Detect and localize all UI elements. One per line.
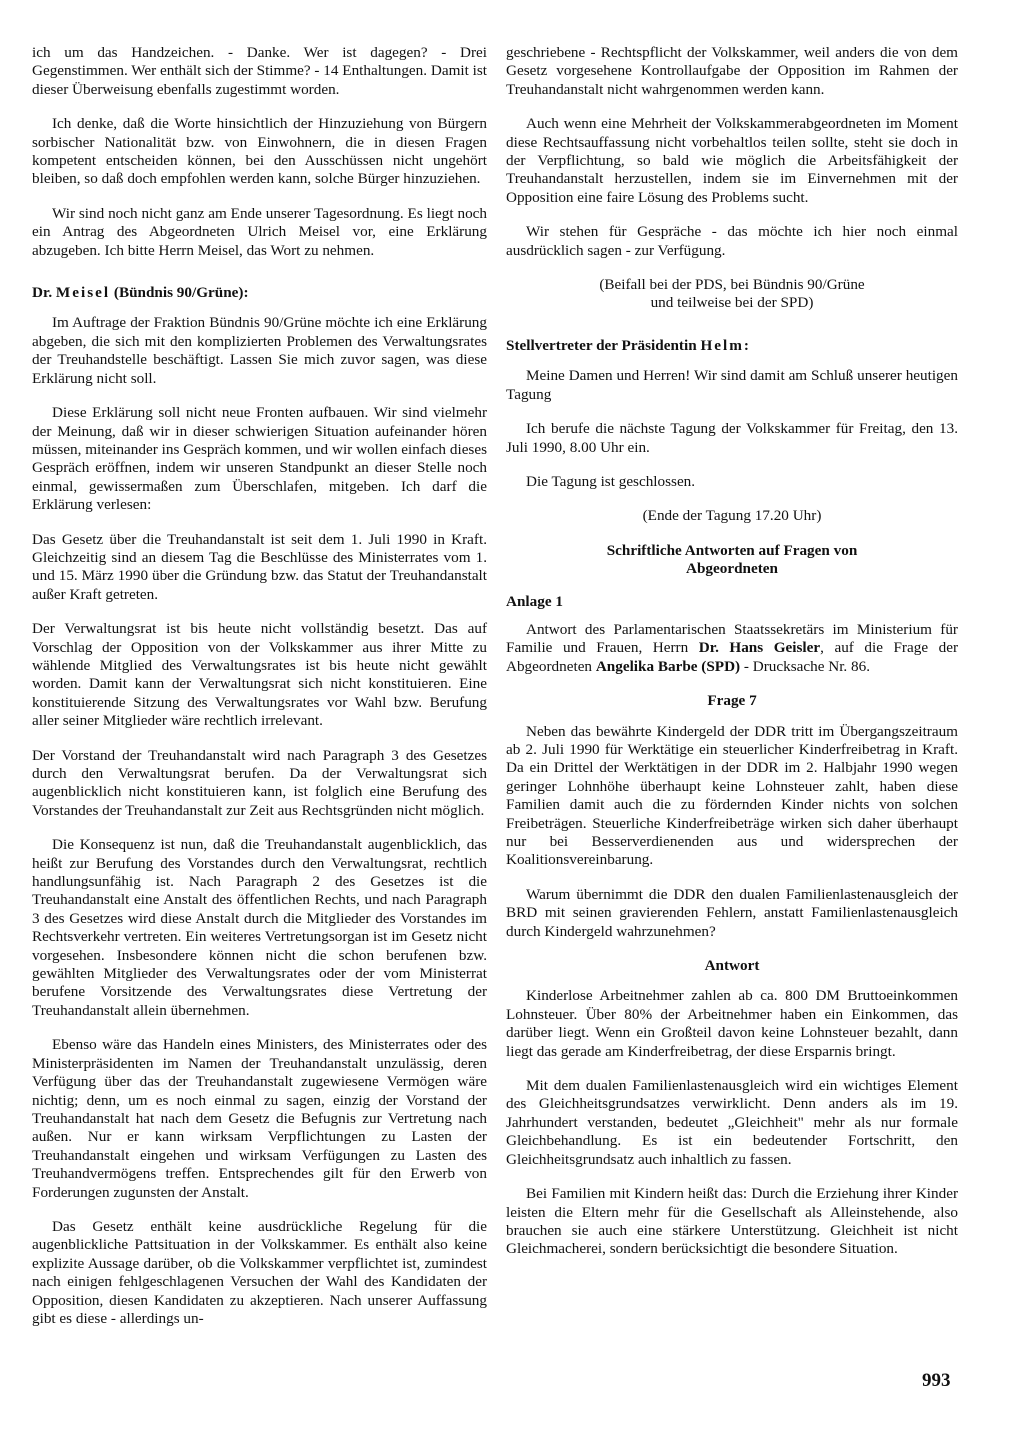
intro-text: Antwort des Parlamentarischen Staatssekretärs im Ministerium für Familie und Frauen, Herrn [506,620,958,657]
applause-line: (Beifall bei der PDS, bei Bündnis 90/Grüne [599,276,865,294]
paragraph: Ich denke, daß die Worte hinsichtlich der Hinzuziehung von Bürgern sorbischer Nationalität bzw. von Einwohnern, die in diesen Fragen kompetent entscheiden können, bei den Ausschüssen nicht ungehört bleiben, so daß doch empfohlen werden kann, solche Bürger hinzuziehen. [32,115,487,188]
paragraph: Bei Familien mit Kindern heißt das: Durch die Erziehung ihrer Kinder leisten die Eltern mehr für die Gesellschaft als Alleinstehende, also brauchen sie auch eine stärkere Unterstützung. Gleichheit ist nicht Gleichmacherei, sondern berücksichtigt die besondere Situation. [506,1185,958,1258]
section-title-line: Schriftliche Antworten auf Fragen von [606,541,858,559]
paragraph: Das Gesetz enthält keine ausdrückliche Regelung für die augenblickliche Pattsituation in der Volkskammer. Es enthält also keine explizite Aussage darüber, ob die Volkskammer verpflichtet ist, zumindest nach einigen fehlgeschlagenen Versuchen der Wahl des Kandidaten der Opposition, diesen Kandidaten zu akzeptieren. Nach unserer Auffassung gibt es diese - allerdings un- [32,1217,487,1327]
paragraph: Der Verwaltungsrat ist bis heute nicht vollständig besetzt. Das auf Vorschlag der Opposition von der Volkskammer aus ihrer Mitte zu wählende Mitglied des Verwaltungsrates ist bis heute nicht gewählt worden. Damit kann der Verwaltungsrat sich nicht konstituieren. Eine konstituierende Sitzung des Verwaltungsrates vor Wahl bzw. Berufung aller seiner Mitglieder wäre rechtlich irrelevant. [32,620,487,730]
paragraph: Kinderlose Arbeitnehmer zahlen ab ca. 800 DM Bruttoeinkommen Lohnsteuer. Über 80% der Arbeitnehmer haben ein Einkommen, das darüber liegt. Wenn ein Großteil davon keine Lohnsteuer bezahlt, dann liegt das gerade am Kinderfreibetrag, der diese Ersparnis bringt. [506,987,958,1060]
paragraph: Ebenso wäre das Handeln eines Ministers, des Ministerrates oder des Ministerpräsidenten im Namen der Treuhandanstalt unzulässig, deren Verfügung über das der Treuhandanstalt zugewiesene Vermögen wäre nichtig; denn, um es noch einmal zu sagen, einzig der Vorstand der Treuhandanstalt hat nach dem Gesetz die Befugnis zur Vertretung nach außen. Nur er kann wirksam Verpflichtungen zu Lasten der Treuhandanstalt eingehen und wirksam Verfügungen zu Lasten des Treuhandvermögens treffen. Entsprechendes gilt für den Erwerb von Forderungen zugunsten der Anstalt. [32,1036,487,1201]
speaker-prefix: Stellvertreter der Präsidentin [506,336,701,354]
paragraph: Wir sind noch nicht ganz am Ende unserer Tagesordnung. Es liegt noch ein Antrag des Abgeordneten Ulrich Meisel vor, eine Erklärung abzugeben. Ich bitte Herrn Meisel, das Wort zu nehmen. [32,204,487,259]
speaker-suffix: : [743,336,749,354]
paragraph: Im Auftrage der Fraktion Bündnis 90/Grüne möchte ich eine Erklärung abgeben, die sich mit den komplizierten Problemen des Verwaltungsrates der Treuhandstelle beschäftigt. Lassen Sie mich zuvor sagen, was diese Erklärung nicht soll. [32,314,487,387]
section-title-line: Abgeordneten [686,560,778,578]
official-name: Dr. Hans Geisler [698,639,821,657]
speaker-name: Meisel [55,284,111,302]
paragraph: Der Vorstand der Treuhandanstalt wird nach Paragraph 3 des Gesetzes durch den Verwaltungsrat berufen. Da der Verwaltungsrat sich augenblicklich nicht konstituieren kann, ist folglich eine Berufung des Vorstandes der Treuhandanstalt zur Zeit aus Rechtsgründen nicht möglich. [32,746,487,819]
answer-heading: Antwort [704,957,760,975]
page-number: 993 [922,1370,951,1391]
paragraph: Mit dem dualen Familienlastenausgleich wird ein wichtiges Element des Gleichheitsgrundsatzes verwirklicht. Denn anders als im 19. Jahrhundert verstanden, bedeutet „Gleichheit" mehr als nur formale Gleichbehandlung. Es ist ein bedeutender Fortschritt, den Gleichheitsgrundsatz auch inhaltlich zu fassen. [506,1077,958,1168]
paragraph: Diese Erklärung soll nicht neue Fronten aufbauen. Wir sind vielmehr der Meinung, daß wir in dieser schwierigen Situation aufeinander hören müssen, miteinander ins Gespräch kommen, und wir wollen einfach dieses Gespräch eröffnen, indem wir unseren Standpunkt an dieser Stelle noch einmal, gewissermaßen zum Überschlafen, mitgeben. Ich darf die Erklärung verlesen: [32,404,487,514]
intro-text: - Drucksache Nr. 86. [740,657,871,675]
deputy-name: Angelika Barbe (SPD) [595,657,741,675]
paragraph: Wir stehen für Gespräche - das möchte ich hier noch einmal ausdrücklich sagen - zur Verfügung. [506,223,958,259]
annex-heading: Anlage 1 [506,592,563,610]
applause-line: und teilweise bei der SPD) [650,294,814,312]
speaker-heading-helm [506,337,958,355]
question-heading: Frage 7 [707,692,757,710]
paragraph: Ich berufe die nächste Tagung der Volkskammer für Freitag, den 13. Juli 1990, 8.00 Uhr ein. [506,420,958,456]
speaker-prefix: Dr. [32,284,56,302]
speaker-name: Helm [700,336,744,354]
session-end-note: (Ende der Tagung 17.20 Uhr) [642,507,822,525]
speaker-heading-meisel [32,284,487,302]
paragraph: ich um das Handzeichen. - Danke. Wer ist dagegen? - Drei Gegenstimmen. Wer enthält sich der Stimme? - 14 Enthaltungen. Damit ist dieser Überweisung ebenfalls zugestimmt worden. [32,44,487,98]
paragraph: geschriebene - Rechtspflicht der Volkskammer, weil anders die von dem Gesetz vorgesehene Kontrollaufgabe der Opposition im Rahmen der Treuhandanstalt nicht wahrgenommen werden kann. [506,44,958,98]
applause-note [506,276,958,313]
speaker-party: (Bündnis 90/Grüne): [110,284,249,302]
paragraph: Auch wenn eine Mehrheit der Volkskammerabgeordneten im Moment diese Rechtsauffassung nicht vorbehaltlos teilen sollte, steht sie doch in der Verpflichtung, so bald wie möglich die Arbeitsfähigkeit der Treuhandanstalt herzustellen, indem sie im Einvernehmen mit der Opposition eine faire Lösung des Problems sucht. [506,115,958,206]
section-title [506,542,958,579]
paragraph: Meine Damen und Herren! Wir sind damit am Schluß unserer heutigen Tagung [506,367,958,403]
paragraph: Warum übernimmt die DDR den dualen Familienlastenausgleich der BRD mit seinen gravierenden Fehlern, anstatt Familienlastenausgleich durch Kindergeld wahrzunehmen? [506,885,958,940]
intro-text: , auf die Frage der Abgeordneten [506,639,958,675]
paragraph: Neben das bewährte Kindergeld der DDR tritt im Übergangszeitraum ab 2. Juli 1990 für Werktätige ein steuerlicher Kinderfreibetrag in Kraft. Da ein Drittel der Werktätigen in der DDR im 2. Halbjahr 1990 wegen geringer Lohnhöhe überhaupt keine Lohnsteuer zahlt, haben diese Familien damit auch die zu fördernden Kinder nichts von solchen Freibeträgen. Steuerliche Kinderfreibeträge wirken sich daher überhaupt nur bei Besserverdienenden aus und widersprechen der Koalitionsvereinbarung. [506,722,958,869]
paragraph: Die Tagung ist geschlossen. [526,472,696,490]
paragraph: Die Konsequenz ist nun, daß die Treuhandanstalt augenblicklich, das heißt zur Berufung des Vorstandes durch den Verwaltungsrat, rechtlich handlungsunfähig ist. Nach Paragraph 2 des Gesetzes ist die Treuhandanstalt eine Anstalt des öffentlichen Rechts, und nach Paragraph 3 des Gesetzes wird diese Anstalt durch die Mitglieder des Vorstandes im Rechtsverkehr vertreten. Ein weiteres Vertretungsorgan ist im Gesetz nicht vorgesehen. Insbesondere können nicht die schon berufenen bzw. gewählten Mitglieder des Verwaltungsrates oder der vom Ministerrat berufene Vorsitzende des Verwaltungsrates diese Vertretung der Treuhandanstalt allein übernehmen. [32,836,487,1019]
paragraph: Das Gesetz über die Treuhandanstalt ist seit dem 1. Juli 1990 in Kraft. Gleichzeitig sind an diesem Tag die Beschlüsse des Ministerrates vom 1. und 15. März 1990 über die Gründung bzw. das Statut der Treuhandanstalt außer Kraft getreten. [32,530,487,603]
left-column [32,44,487,1344]
annex-intro [506,621,958,676]
right-column [506,44,958,1275]
